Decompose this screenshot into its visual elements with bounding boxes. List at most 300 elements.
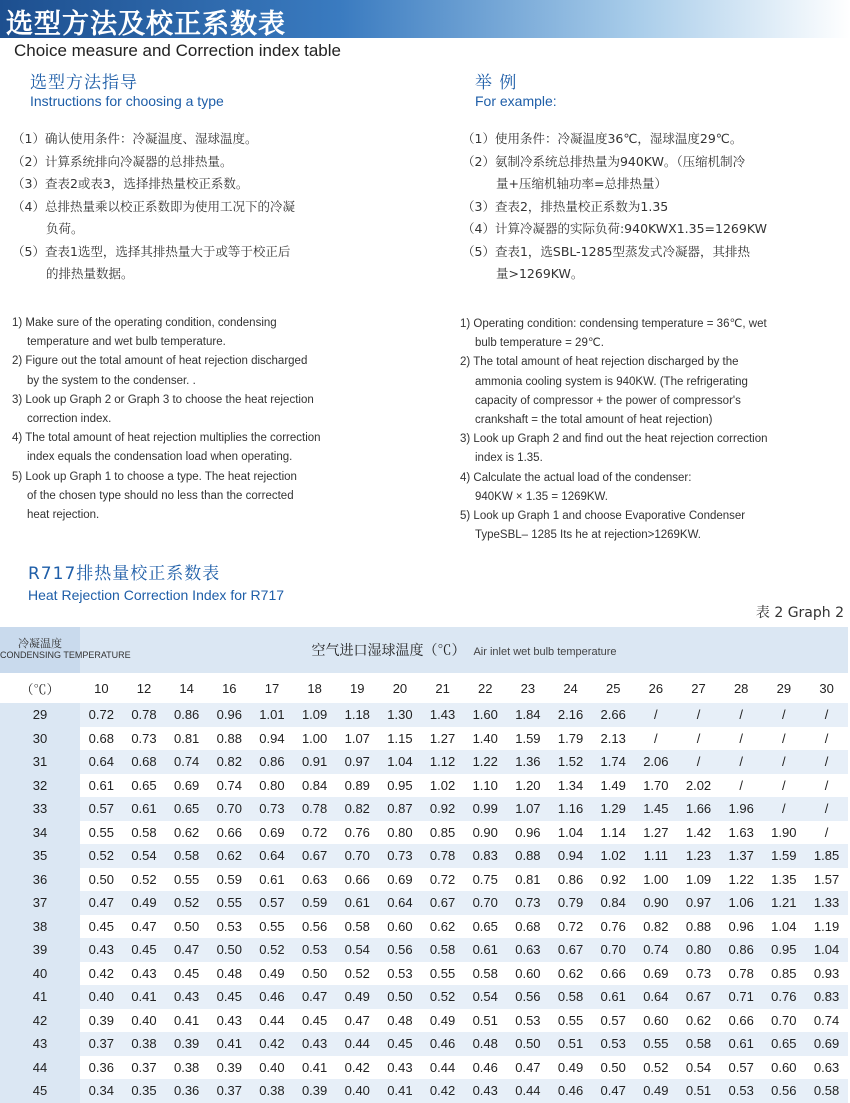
table-cell: / [805, 750, 848, 774]
table-cell: 0.47 [80, 891, 123, 915]
table-cell: 0.85 [763, 962, 806, 986]
step-line: （4）总排热量乘以校正系数即为使用工况下的冷凝 [12, 198, 295, 214]
table-cell: 0.55 [208, 891, 251, 915]
table-cell: 0.61 [336, 891, 379, 915]
table-cell: 0.56 [763, 1079, 806, 1103]
table-cell: 0.62 [677, 1009, 720, 1033]
table-cell: 0.53 [208, 915, 251, 939]
table-cell: 0.48 [208, 962, 251, 986]
table-cell: / [763, 703, 806, 727]
table-row [0, 1079, 848, 1103]
table-cell: 0.56 [507, 985, 550, 1009]
step-line: crankshaft = the total amount of heat rejection) [475, 414, 713, 427]
table-cell: 0.41 [165, 1009, 208, 1033]
table-cell: 0.40 [251, 1056, 294, 1080]
step-line: 3) Look up Graph 2 and find out the heat rejection correction [460, 433, 768, 446]
corner-cell [0, 627, 131, 673]
table-cell: 0.47 [165, 938, 208, 962]
table-cell: 0.84 [592, 891, 635, 915]
table-cell: 0.74 [208, 774, 251, 798]
table-cell: 0.45 [293, 1009, 336, 1033]
table-cell: / [805, 774, 848, 798]
table-cell: 0.62 [165, 821, 208, 845]
table-cell: 0.37 [208, 1079, 251, 1103]
table-row [0, 821, 848, 845]
column-header-zh: 空气进口湿球温度（℃） [311, 642, 466, 658]
table-cell: 0.50 [208, 938, 251, 962]
table-cell: 0.78 [123, 703, 166, 727]
table-cell: 0.69 [635, 962, 678, 986]
table-cell: 0.58 [677, 1032, 720, 1056]
table-cell: 0.51 [677, 1079, 720, 1103]
table-cell: 0.41 [123, 985, 166, 1009]
table-cell: 0.41 [293, 1056, 336, 1080]
table-cell: 0.86 [720, 938, 763, 962]
table-row [0, 891, 848, 915]
table-cell: 0.46 [464, 1056, 507, 1080]
table-row [0, 1009, 848, 1033]
step-line: 2) The total amount of heat rejection discharged by the [460, 356, 739, 369]
table-cell: 0.55 [251, 915, 294, 939]
table-cell: 1.27 [635, 821, 678, 845]
table-cell: 1.84 [507, 703, 550, 727]
table-cell: / [677, 703, 720, 727]
table-cell: 1.70 [635, 774, 678, 798]
table-cell: 0.78 [293, 797, 336, 821]
table-cell: 0.72 [293, 821, 336, 845]
table-cell: 2.66 [592, 703, 635, 727]
table-cell: 1.90 [763, 821, 806, 845]
table-cell: 0.36 [165, 1079, 208, 1103]
table-row [0, 1056, 848, 1080]
table-cell: 0.97 [336, 750, 379, 774]
table-cell: 0.60 [507, 962, 550, 986]
column-label: 10 [94, 680, 109, 696]
table-cell: 0.45 [123, 938, 166, 962]
column-label: 17 [264, 680, 280, 696]
column-label: 21 [435, 680, 450, 696]
table-cell: 0.95 [763, 938, 806, 962]
table-cell: 0.45 [165, 962, 208, 986]
column-label: 19 [350, 680, 365, 696]
table-cell: 0.50 [592, 1056, 635, 1080]
table-cell: 0.62 [208, 844, 251, 868]
table-cell: / [805, 727, 848, 751]
table-cell: 0.40 [336, 1079, 379, 1103]
step-line: 负荷。 [46, 221, 84, 236]
step-line: capacity of compressor + the power of compressor's [475, 394, 741, 407]
table-cell: 0.78 [421, 844, 464, 868]
table-cell: 1.04 [549, 821, 592, 845]
table-cell: 0.53 [507, 1009, 550, 1033]
table-cell: 0.58 [421, 938, 464, 962]
table-cell: 0.44 [251, 1009, 294, 1033]
table-cell: 1.49 [592, 774, 635, 798]
example-title-en: For example: [475, 93, 557, 109]
table-cell: 1.33 [805, 891, 848, 915]
step-line: 1) Operating condition: condensing temperature = 36℃, wet [460, 318, 767, 330]
table-cell: / [635, 727, 678, 751]
table-cell: 0.75 [464, 868, 507, 892]
table-cell: 1.04 [805, 938, 848, 962]
table-cell: 2.02 [677, 774, 720, 798]
table-cell: 0.91 [293, 750, 336, 774]
table-cell: 0.53 [592, 1032, 635, 1056]
column-label: 29 [776, 680, 792, 696]
table-cell: 0.94 [549, 844, 592, 868]
table-row [0, 750, 848, 774]
row-label: 45 [0, 1079, 80, 1103]
row-label: 35 [0, 844, 80, 868]
table-cell: 0.40 [80, 985, 123, 1009]
table-cell: 0.52 [421, 985, 464, 1009]
row-label: 34 [0, 821, 80, 845]
table-cell: 0.76 [592, 915, 635, 939]
table-cell: 0.61 [592, 985, 635, 1009]
table-row [0, 868, 848, 892]
table-cell: 0.50 [379, 985, 422, 1009]
table-cell: 0.42 [80, 962, 123, 986]
table-cell: 0.90 [635, 891, 678, 915]
table-cell: 1.79 [549, 727, 592, 751]
table-cell: 0.83 [805, 985, 848, 1009]
table-cell: 0.55 [421, 962, 464, 986]
table-cell: 0.65 [763, 1032, 806, 1056]
table-cell: / [763, 750, 806, 774]
table-cell: 1.22 [720, 868, 763, 892]
step-line: （2）计算系统排向冷凝器的总排热量。 [12, 153, 233, 169]
table-cell: 1.14 [592, 821, 635, 845]
graph-label: 表 2 Graph 2 [755, 605, 844, 621]
row-label: 44 [0, 1056, 80, 1080]
row-label: 39 [0, 938, 80, 962]
table-cell: 0.71 [720, 985, 763, 1009]
table-cell: 1.09 [677, 868, 720, 892]
table-cell: 0.42 [251, 1032, 294, 1056]
table-cell: 0.88 [677, 915, 720, 939]
table-cell: 0.79 [549, 891, 592, 915]
table-cell: 0.64 [251, 844, 294, 868]
table-cell: 0.43 [80, 938, 123, 962]
table-cell: 0.51 [464, 1009, 507, 1033]
table-cell: 0.66 [720, 1009, 763, 1033]
table-cell: 0.82 [635, 915, 678, 939]
table-cell: 0.58 [123, 821, 166, 845]
step-line: 3) Look up Graph 2 or Graph 3 to choose the heat rejection [12, 393, 314, 406]
table-cell: 0.61 [720, 1032, 763, 1056]
row-label: 36 [0, 868, 80, 892]
table-cell: 0.55 [165, 868, 208, 892]
table-cell: 1.09 [293, 703, 336, 727]
row-label: 31 [0, 750, 80, 774]
table-cell: 0.97 [677, 891, 720, 915]
table-cell: 0.38 [251, 1079, 294, 1103]
table-cell: 0.60 [635, 1009, 678, 1033]
table-cell: 0.46 [549, 1079, 592, 1103]
table-cell: 0.65 [165, 797, 208, 821]
table-cell: 0.80 [251, 774, 294, 798]
table-cell: 0.83 [464, 844, 507, 868]
table-header-row [0, 627, 848, 673]
table-cell: 0.57 [251, 891, 294, 915]
table-cell: 0.59 [293, 891, 336, 915]
table-cell: 0.64 [80, 750, 123, 774]
unit-label: （℃） [0, 673, 80, 703]
table-cell: 0.49 [251, 962, 294, 986]
table-cell: 0.38 [123, 1032, 166, 1056]
column-label: 23 [520, 680, 536, 696]
table-cell: 0.84 [293, 774, 336, 798]
table-cell: 0.86 [549, 868, 592, 892]
table-cell: 0.44 [421, 1056, 464, 1080]
table-cell: 0.52 [635, 1056, 678, 1080]
step-line: correction index. [27, 413, 112, 426]
table-cell: 0.96 [720, 915, 763, 939]
step-line: 5) Look up Graph 1 to choose a type. The heat rejection [12, 470, 297, 483]
table-cell: 0.46 [421, 1032, 464, 1056]
step-line: （1）使用条件：冷凝温度36℃，湿球温度29℃。 [462, 131, 743, 146]
row-label: 30 [0, 727, 80, 751]
step-line: （1）确认使用条件：冷凝温度、湿球温度。 [12, 131, 258, 146]
table-cell: 0.62 [421, 915, 464, 939]
step-line: 940KW × 1.35 = 1269KW. [475, 490, 608, 503]
table-cell: / [763, 797, 806, 821]
table-cell: 0.72 [421, 868, 464, 892]
table-cell: 0.70 [208, 797, 251, 821]
table-cell: 1.04 [379, 750, 422, 774]
table-row [0, 703, 848, 727]
table-cell: 0.73 [123, 727, 166, 751]
table-cell: 0.73 [379, 844, 422, 868]
step-line: 4) The total amount of heat rejection multiplies the correction [12, 432, 321, 445]
table-cell: 0.74 [165, 750, 208, 774]
table-cell: 1.63 [720, 821, 763, 845]
step-line: （4）计算冷凝器的实际负荷:940KWX1.35=1269KW [462, 221, 767, 236]
table-cell: 0.69 [165, 774, 208, 798]
table-row [0, 797, 848, 821]
table-cell: 0.49 [336, 985, 379, 1009]
table-cell: 0.82 [208, 750, 251, 774]
table-cell: 0.48 [464, 1032, 507, 1056]
table-cell: 0.85 [421, 821, 464, 845]
table-cell: 1.85 [805, 844, 848, 868]
table-cell: 0.42 [336, 1056, 379, 1080]
column-label: 30 [819, 680, 834, 696]
step-line: 的排热量数据。 [46, 266, 134, 281]
row-label: 40 [0, 962, 80, 986]
table-cell: 0.96 [507, 821, 550, 845]
table-cell: 0.50 [293, 962, 336, 986]
table-cell: 0.53 [379, 962, 422, 986]
table-cell: 0.73 [507, 891, 550, 915]
table-cell: 1.45 [635, 797, 678, 821]
table-cell: 0.80 [677, 938, 720, 962]
column-label: 18 [307, 680, 322, 696]
table-cell: 0.67 [293, 844, 336, 868]
table-cell: 0.64 [379, 891, 422, 915]
table-cell: 0.64 [635, 985, 678, 1009]
table-cell: 0.86 [251, 750, 294, 774]
table-cell: 0.58 [165, 844, 208, 868]
table-cell: 2.13 [592, 727, 635, 751]
table-cell: 0.78 [720, 962, 763, 986]
instructions-steps-en [12, 314, 321, 525]
table-cell: 0.43 [123, 962, 166, 986]
table-cell: 0.73 [677, 962, 720, 986]
table-cell: 0.45 [379, 1032, 422, 1056]
table-cell: 1.07 [507, 797, 550, 821]
table-cell: 1.10 [464, 774, 507, 798]
example-steps-zh [462, 128, 767, 286]
table-cell: 1.07 [336, 727, 379, 751]
table-cell: 0.92 [592, 868, 635, 892]
row-label: 33 [0, 797, 80, 821]
table-cell: 0.99 [464, 797, 507, 821]
table-cell: 0.88 [208, 727, 251, 751]
table-row [0, 962, 848, 986]
table-cell: 0.61 [464, 938, 507, 962]
table-cell: 0.47 [592, 1079, 635, 1103]
table-cell: 2.16 [549, 703, 592, 727]
table-cell: 0.68 [80, 727, 123, 751]
column-label: 16 [222, 680, 237, 696]
table-cell: 0.59 [208, 868, 251, 892]
row-label: 29 [0, 703, 80, 727]
table-cell: 0.54 [677, 1056, 720, 1080]
table-cell: 1.96 [720, 797, 763, 821]
table-title-zh: R717排热量校正系数表 [28, 564, 221, 584]
instructions-title-zh: 选型方法指导 [30, 73, 138, 93]
title-banner [0, 0, 850, 38]
table-row [0, 1032, 848, 1056]
table-cell: 0.52 [80, 844, 123, 868]
step-line: 2) Figure out the total amount of heat rejection discharged [12, 355, 308, 368]
table-cell: 0.37 [80, 1032, 123, 1056]
table-cell: / [635, 703, 678, 727]
example-title-zh: 举 例 [475, 73, 518, 93]
table-cell: 0.49 [123, 891, 166, 915]
table-cell: 0.55 [635, 1032, 678, 1056]
table-cell: 0.90 [464, 821, 507, 845]
table-cell: 0.38 [165, 1056, 208, 1080]
row-label: 42 [0, 1009, 80, 1033]
column-label: 26 [648, 680, 664, 696]
table-cell: 0.57 [720, 1056, 763, 1080]
table-cell: 1.20 [507, 774, 550, 798]
step-line: （3）查表2或表3，选择排热量校正系数。 [12, 176, 249, 191]
table-cell: 0.69 [379, 868, 422, 892]
table-cell: 0.42 [421, 1079, 464, 1103]
table-cell: 1.18 [336, 703, 379, 727]
step-line: ammonia cooling system is 940KW. (The refrigerating [475, 375, 748, 388]
table-title-en: Heat Rejection Correction Index for R717 [28, 587, 285, 603]
table-cell: 1.15 [379, 727, 422, 751]
table-cell: 1.35 [763, 868, 806, 892]
table-cell: 0.73 [251, 797, 294, 821]
step-line: （5）查表1，选SBL-1285型蒸发式冷凝器，其排热 [462, 243, 750, 259]
table-cell: 0.52 [123, 868, 166, 892]
table-cell: 0.58 [805, 1079, 848, 1103]
table-cell: 1.00 [293, 727, 336, 751]
row-label: 43 [0, 1032, 80, 1056]
table-cell: 0.55 [80, 821, 123, 845]
table-cell: 0.67 [677, 985, 720, 1009]
column-group-header [80, 627, 848, 673]
table-cell: 0.70 [592, 938, 635, 962]
table-cell: 0.40 [123, 1009, 166, 1033]
table-cell: 0.74 [635, 938, 678, 962]
table-cell: 0.67 [549, 938, 592, 962]
column-labels-row [0, 673, 848, 703]
table-cell: 1.06 [720, 891, 763, 915]
table-cell: 0.69 [805, 1032, 848, 1056]
table-cell: 0.88 [507, 844, 550, 868]
column-label: 24 [563, 680, 578, 696]
table-cell: 1.11 [635, 844, 678, 868]
table-cell: 0.34 [80, 1079, 123, 1103]
table-cell: 1.12 [421, 750, 464, 774]
table-cell: 1.21 [763, 891, 806, 915]
row-label: 41 [0, 985, 80, 1009]
table-cell: 0.43 [165, 985, 208, 1009]
table-cell: 0.49 [421, 1009, 464, 1033]
table-cell: 0.65 [123, 774, 166, 798]
table-cell: 0.39 [208, 1056, 251, 1080]
table-cell: 0.63 [507, 938, 550, 962]
table-cell: 0.65 [464, 915, 507, 939]
row-label: 38 [0, 915, 80, 939]
table-cell: 1.01 [251, 703, 294, 727]
table-cell: 1.27 [421, 727, 464, 751]
table-cell: 1.37 [720, 844, 763, 868]
table-cell: / [720, 703, 763, 727]
table-cell: 1.66 [677, 797, 720, 821]
table-cell: 1.23 [677, 844, 720, 868]
table-cell: 1.36 [507, 750, 550, 774]
table-cell: 0.95 [379, 774, 422, 798]
step-line: TypeSBL– 1285 Its he at rejection>1269KW. [475, 529, 701, 542]
table-cell: 0.69 [251, 821, 294, 845]
table-cell: / [677, 750, 720, 774]
page-title: 选型方法及校正系数表 [6, 9, 286, 40]
table-cell: 0.81 [507, 868, 550, 892]
step-line: 量+压缩机轴功率=总排热量） [496, 176, 667, 191]
example-steps-en [460, 315, 768, 545]
step-line: heat rejection. [27, 509, 100, 522]
table-cell: 0.57 [80, 797, 123, 821]
table-cell: 0.43 [379, 1056, 422, 1080]
table-cell: 0.57 [592, 1009, 635, 1033]
table-row [0, 727, 848, 751]
table-cell: 0.66 [592, 962, 635, 986]
table-cell: 0.53 [293, 938, 336, 962]
table-cell: 1.19 [805, 915, 848, 939]
table-row [0, 844, 848, 868]
table-cell: 0.46 [251, 985, 294, 1009]
table-row [0, 985, 848, 1009]
table-cell: 0.66 [208, 821, 251, 845]
table-cell: 0.93 [805, 962, 848, 986]
table-cell: 0.61 [251, 868, 294, 892]
step-line: （2）氨制冷系统总排热量为940KW。（压缩机制冷 [462, 153, 746, 169]
table-cell: 1.42 [677, 821, 720, 845]
table-cell: 0.52 [336, 962, 379, 986]
table-cell: 0.43 [208, 1009, 251, 1033]
table-cell: 0.49 [635, 1079, 678, 1103]
table-cell: 0.86 [165, 703, 208, 727]
table-cell: 0.58 [336, 915, 379, 939]
table-cell: / [720, 750, 763, 774]
